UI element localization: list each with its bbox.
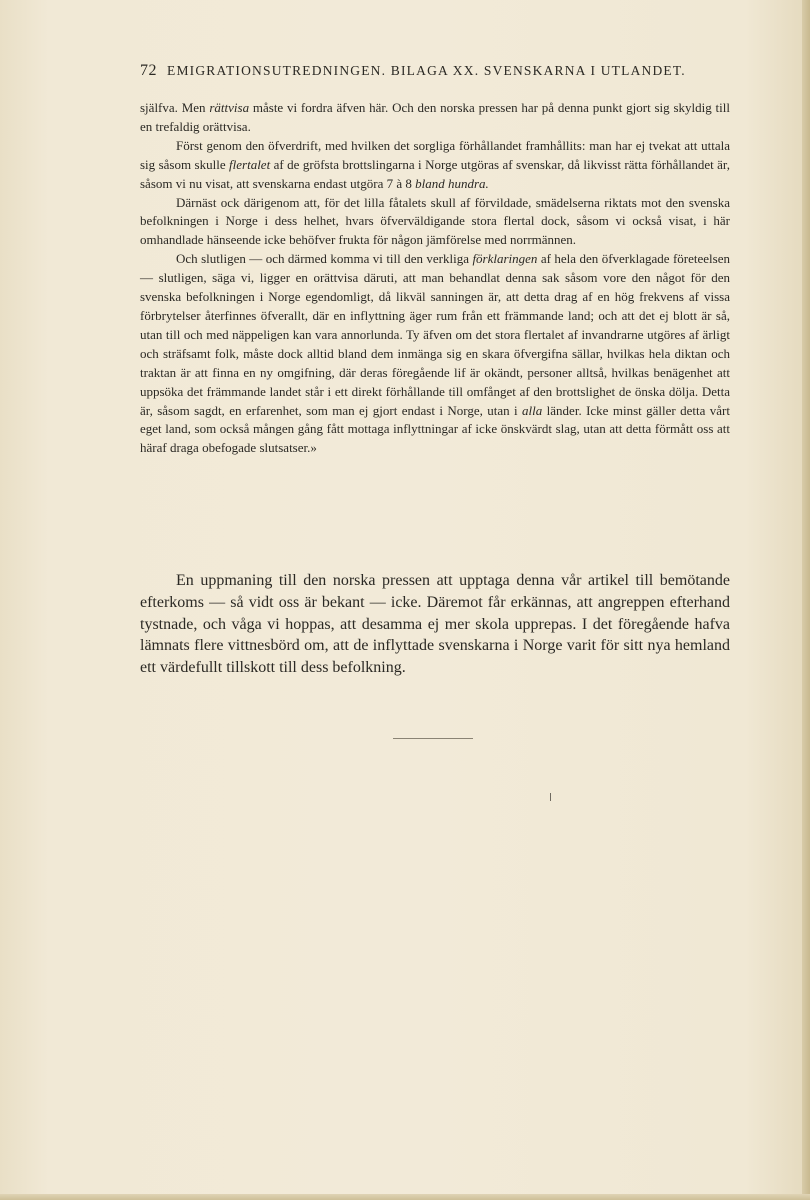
quote-paragraph-3: Därnäst ock därigenom att, för det lilla fåtalets skull af förvildade, smädelserna riktats mot den svenska befolkningen i Norge i dess helhet, hvars öfverväldigande stora flertal dock, såsom vi också visat, i här omhandlade hänseende icke behöfver frukta för någon jämförelse med norrmännen. bbox=[140, 194, 730, 248]
text-run: Och slutligen — och därmed komma vi till den verkliga bbox=[176, 251, 473, 267]
emphasis: bland hundra. bbox=[415, 175, 489, 191]
quote-paragraph-1 bbox=[140, 99, 730, 137]
quoted-article bbox=[140, 99, 730, 458]
text-run: länder. Icke minst gäller detta vårt eget land, som också mången gång fått mottaga inflyttningar af icke önskvärdt slag, utan att detta förmått oss att häraf draga obefogade slutsatser.» bbox=[140, 402, 730, 456]
scan-speck bbox=[550, 793, 551, 801]
page-number: 72 bbox=[140, 62, 157, 79]
text-run: Först genom den öfverdrift, med hvilken det sorgliga förhållandet framhållits: man har ej tvekat att uttala sig såsom skulle bbox=[140, 137, 730, 172]
emphasis: flertalet bbox=[229, 156, 271, 172]
emphasis: förklaringen bbox=[472, 251, 538, 267]
text-run: måste vi fordra äfven här. Och den norska pressen har på denna punkt gjort sig skyldig till en trefaldig orättvisa. bbox=[140, 100, 730, 134]
quote-paragraph-4 bbox=[140, 250, 730, 458]
quote-paragraph-2 bbox=[140, 137, 730, 194]
section-rule bbox=[393, 738, 473, 739]
main-paragraph: En uppmaning till den norska pressen att upptaga denna vår artikel till bemötande efterkoms — så vidt oss är bekant — icke. Däremot får erkännas, att angreppen efterhand tystnade, och våga vi hoppas, att desamma ej mer skola upprepas. I det föregående hafva lämnats flere vittnesbörd om, att de inflyttade svenskarna i Norge varit för sitt nya hemland ett värdefullt tillskott till dess befolkning. bbox=[140, 572, 730, 677]
main-text bbox=[140, 570, 730, 679]
text-run: af de gröfsta brottslingarna i Norge utgöras af svenskar, då likvisst rätta förhållandet är, såsom vi nu visat, att svenskarna endast utgöra 7 à 8 bbox=[140, 156, 730, 191]
emphasis: alla bbox=[522, 402, 543, 418]
running-header bbox=[140, 62, 730, 80]
text-run: af hela den öfverklagade företeelsen — slutligen, säga vi, ligger en orättvisa däruti, att man behandlat denna sak såsom vore den något för den svenska befolkningen i Norge egendomligt, då likväl sanningen är, att detta drag af en hög frekvens af vissa förbrytelser återfinnes öfverallt, där en inflyttning äger rum från ett främmande land; och att det ej blott är så, utan till och med näppeligen kan vara annorlunda. Ty äfven om det stora flertalet af invandrarne utgöres af ärligt och sträfsamt folk, måste dock alltid bland dem inmänga sig en skara öfvergifna sällar, hvilkas hela diktan och traktan är att finna en ny omgifning, där deras föregående lif är okändt, personer alltså, hvilkas benägenhet att uppsöka det främmande landet står i ett direkt förhållande till omfånget af den brottslighet de önska dölja. Detta är, såsom sagdt, en erfarenhet, som man ej gjort endast i Norge, utan i bbox=[140, 251, 730, 418]
page-edge-shadow bbox=[802, 0, 810, 1200]
header-title: EMIGRATIONSUTREDNINGEN. BILAGA XX. SVENSKARNA I UTLANDET. bbox=[167, 63, 686, 78]
text-run: själfva. Men bbox=[140, 100, 210, 115]
page-bottom-edge bbox=[0, 1194, 810, 1200]
emphasis: rättvisa bbox=[209, 100, 250, 115]
